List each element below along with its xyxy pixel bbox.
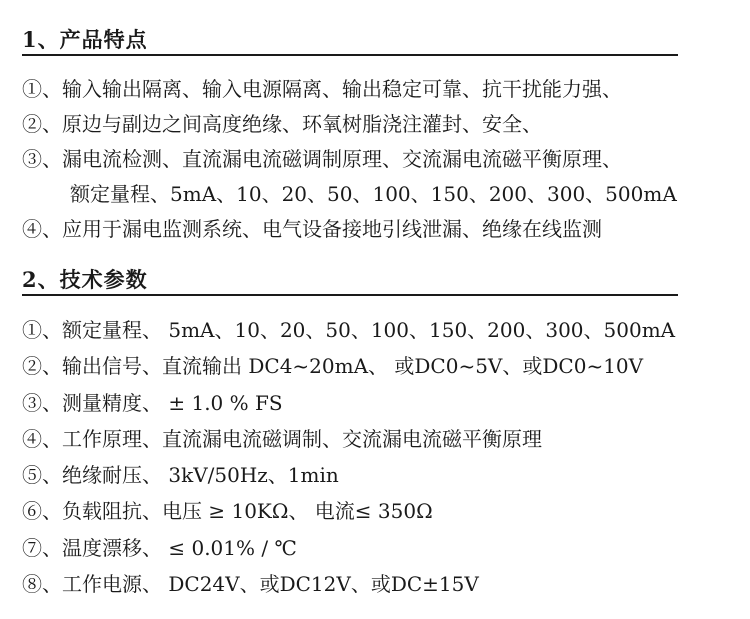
list-item [22,348,750,384]
list-item [22,530,750,566]
item-number: ⑧ [22,572,42,597]
item-text: 、输出信号、直流输出 DC4~20mA、 或DC0~5V、或DC0~10V [42,354,644,379]
item-number: ③ [22,390,42,415]
item-text: 、绝缘耐压、 3kV/50Hz、1min [42,463,339,488]
list-item-continuation [22,177,750,212]
technical-parameters-list [0,312,750,602]
technical-parameters-section [0,266,750,602]
item-number: ⑤ [22,463,42,488]
item-text: 、负载阻抗、电压 ≥ 10KΩ、 电流≤ 350Ω [42,499,433,524]
list-item [22,457,750,493]
item-text: 、额定量程、 5mA、10、20、50、100、150、200、300、500mA [42,318,676,342]
item-text: 、输入输出隔离、输入电源隔离、输出稳定可靠、抗干扰能力强、 [42,77,622,101]
item-text: 、漏电流检测、直流漏电流磁调制原理、交流漏电流磁平衡原理、 [42,147,622,171]
item-text: 、温度漂移、 ≤ 0.01% / ℃ [42,535,297,560]
list-item [22,107,750,142]
list-item [22,142,750,177]
item-text: 额定量程、5mA、10、20、50、100、150、200、300、500mA [70,182,677,206]
item-number: ⑦ [22,535,42,560]
item-text: 、应用于漏电监测系统、电气设备接地引线泄漏、绝缘在线监测 [42,217,602,241]
item-number: ③ [22,147,42,171]
item-text: 、工作原理、直流漏电流磁调制、交流漏电流磁平衡原理 [42,426,542,451]
item-text: 、测量精度、 ± 1.0 % FS [42,390,283,415]
item-number: ① [22,77,42,101]
list-item [22,385,750,421]
item-text: 、工作电源、 DC24V、或DC12V、或DC±15V [42,572,479,597]
product-features-section [0,26,750,247]
list-item [22,72,750,107]
technical-parameters-heading: 2、技术参数 [22,266,678,296]
list-item [22,566,750,602]
item-number: ④ [22,426,42,451]
list-item [22,421,750,457]
item-number: ② [22,354,42,379]
list-item [22,493,750,529]
item-number: ⑥ [22,499,42,524]
item-number: ② [22,112,42,136]
item-number: ① [22,318,42,342]
product-features-list [0,72,750,247]
list-item [22,312,750,348]
product-features-heading: 1、产品特点 [22,26,678,56]
item-number: ④ [22,217,42,241]
list-item [22,212,750,247]
item-text: 、原边与副边之间高度绝缘、环氧树脂浇注灌封、安全、 [42,112,542,136]
